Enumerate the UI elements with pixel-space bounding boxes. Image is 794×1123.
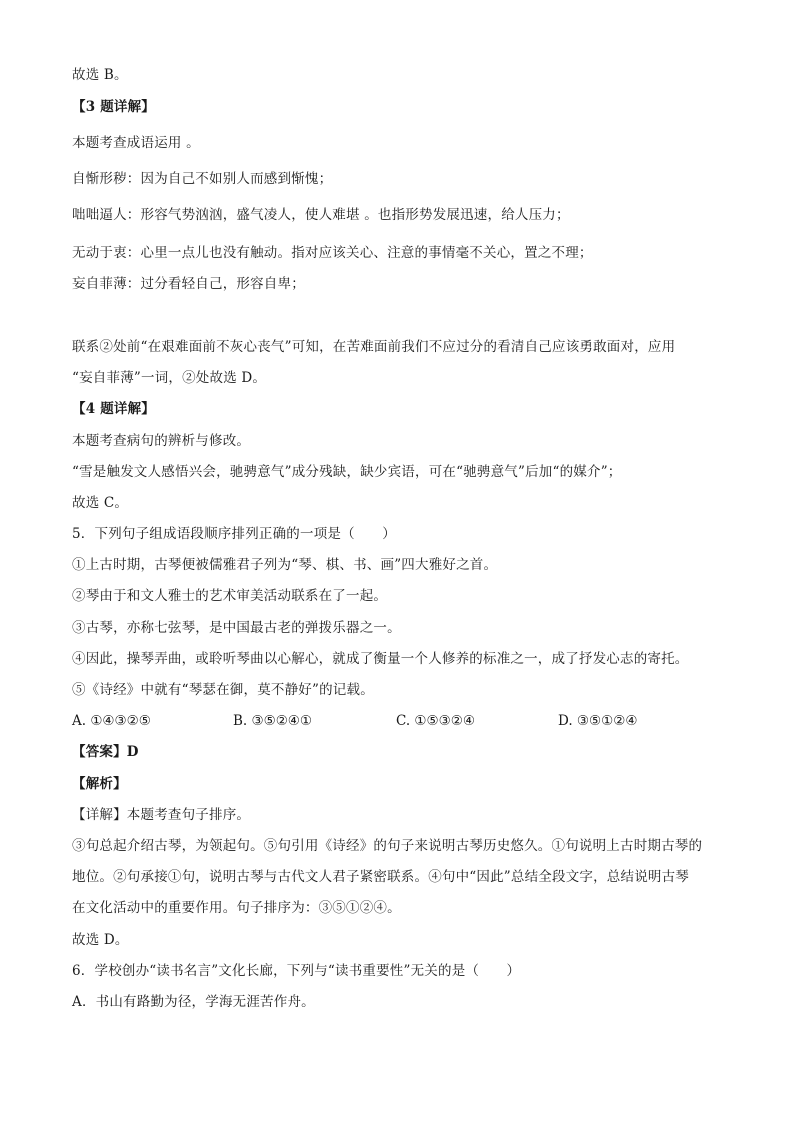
text-line: 自惭形秽：因为自己不如别人而感到惭愧； <box>72 171 333 187</box>
text-line: 联系②处前“在艰难面前不灰心丧气”可知，在苦难面前我们不应过分的看清自己应该勇敢面对，应用 <box>72 339 676 355</box>
question-stem: 6．学校创办“读书名言”文化长廊，下列与“读书重要性”无关的是（ ） <box>72 963 521 979</box>
answer-label: 【答案】D <box>72 744 139 760</box>
text-line: ①上古时期，古琴便被儒雅君子列为“琴、棋、书、画”四大雅好之首。 <box>72 557 498 573</box>
text-line: 故选 B。 <box>72 67 128 83</box>
text-line: 无动于衷：心里一点儿也没有触动。指对应该关心、注意的事情毫不关心，置之不理； <box>72 245 593 261</box>
text-line: 妄自菲薄：过分看轻自己，形容自卑； <box>72 276 305 292</box>
option-a: A．书山有路勤为径，学海无涯苦作舟。 <box>72 994 315 1010</box>
text-line: ④因此，操琴弄曲，或聆听琴曲以心解心，就成了衡量一个人修养的标准之一，成了抒发心志的寄托。 <box>72 651 689 667</box>
text-line: “雪是触发文人感悟兴会，驰骋意气”成分残缺，缺少宾语，可在“驰骋意气”后加“的媒介”； <box>72 464 622 480</box>
text-line: ③句总起介绍古琴，为领起句。⑤句引用《诗经》的句子来说明古琴历史悠久。①句说明上古时期古琴的 <box>72 838 703 854</box>
text-line: ③古琴，亦称七弦琴，是中国最古老的弹拨乐器之一。 <box>72 620 401 636</box>
option-d: D. ③⑤①②④ <box>558 713 638 729</box>
text-line: 本题考查成语运用 。 <box>72 135 200 151</box>
question-stem: 5．下列句子组成语段顺序排列正确的一项是（ ） <box>72 526 396 542</box>
text-line: 故选 D。 <box>72 932 129 948</box>
option-c: C. ①⑤③②④ <box>396 713 475 729</box>
text-line: 咄咄逼人：形容气势汹汹，盛气凌人，使人难堪 。也指形势发展迅速，给人压力； <box>72 207 570 223</box>
option-a: A. ①④③②⑤ <box>72 713 151 729</box>
text-line: 本题考查病句的辨析与修改。 <box>72 433 251 449</box>
text-line: 地位。②句承接①句，说明古琴与古代文人君子紧密联系。④句中“因此”总结全段文字，总结说明古琴 <box>72 869 690 885</box>
section-heading: 【4 题详解】 <box>72 401 155 417</box>
text-line: 【详解】本题考查句子排序。 <box>72 807 251 823</box>
text-line: 在文化活动中的重要作用。句子排序为：③⑤①②④。 <box>72 900 401 916</box>
text-line: ⑤《诗经》中就有“琴瑟在御，莫不静好”的记载。 <box>72 682 374 698</box>
text-line: “妄自菲薄”一词，②处故选 D。 <box>72 370 267 386</box>
text-line: 故选 C。 <box>72 495 129 511</box>
section-heading: 【3 题详解】 <box>72 99 155 115</box>
analysis-label: 【解析】 <box>72 776 127 792</box>
option-b: B. ③⑤②④① <box>233 713 313 729</box>
text-line: ②琴由于和文人雅士的艺术审美活动联系在了一起。 <box>72 588 388 604</box>
